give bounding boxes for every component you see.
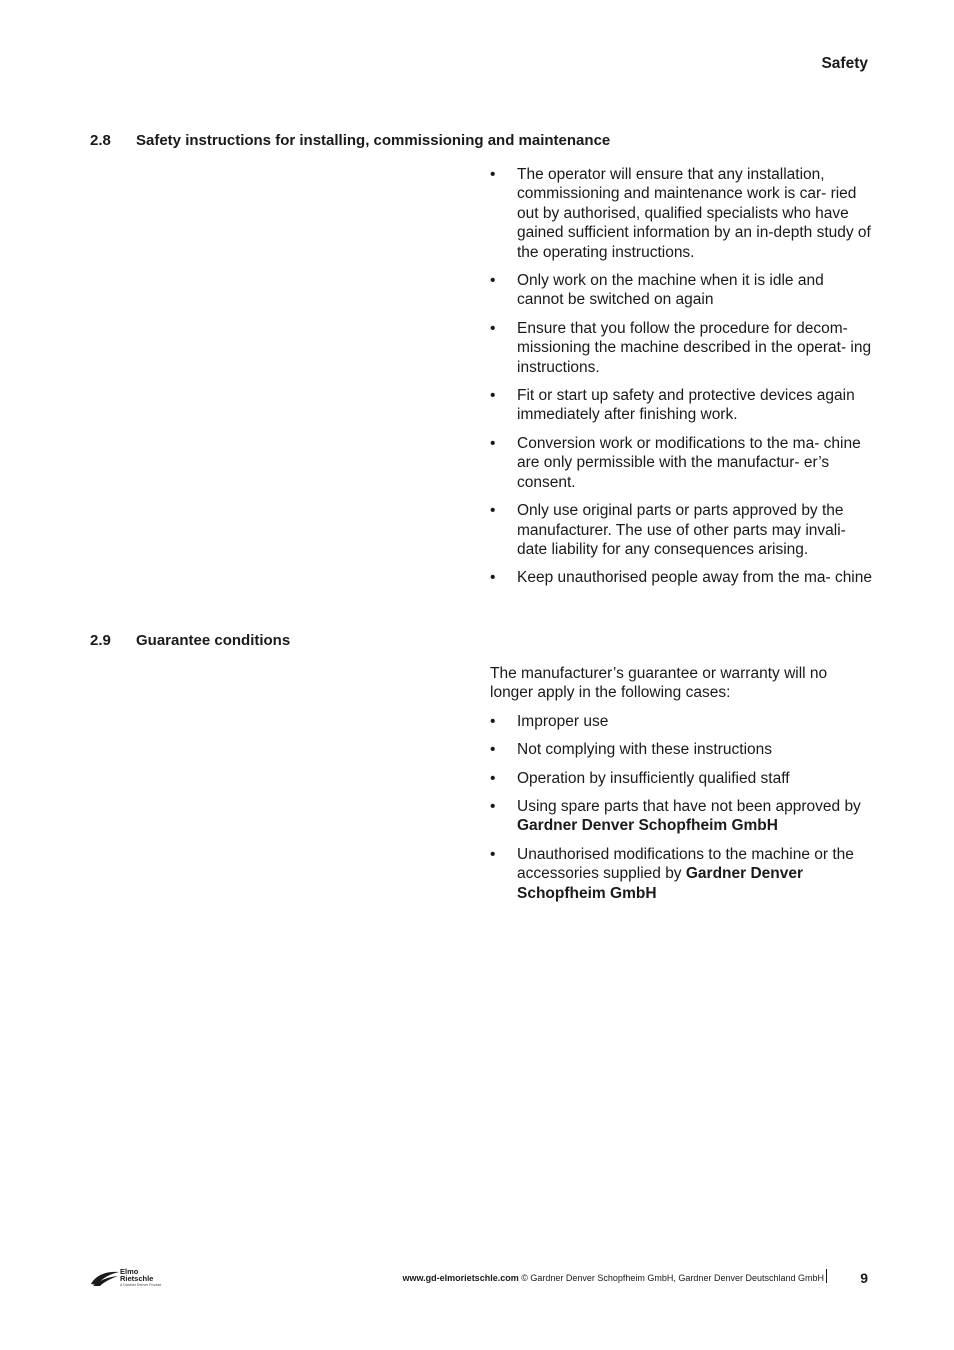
section-heading-2-8	[90, 132, 610, 149]
list-item	[490, 568, 874, 587]
elmo-rietschle-logo	[90, 1268, 170, 1290]
page-footer	[90, 1268, 870, 1290]
bullet: •	[490, 166, 496, 183]
bullet: •	[490, 845, 496, 863]
bullet: •	[490, 387, 496, 405]
section-2-9-content	[490, 664, 874, 912]
bullet: •	[490, 502, 496, 520]
guarantee-exclusions-list	[490, 712, 874, 903]
list-item	[490, 712, 874, 731]
bullet: •	[490, 741, 496, 759]
footer-divider	[826, 1269, 827, 1283]
list-item-text: Keep unauthorised people away from the ma- chine	[517, 569, 872, 587]
page-section-title: Safety	[821, 55, 868, 72]
list-item	[490, 501, 874, 559]
section-title: Safety instructions for installing, commissioning and maintenance	[136, 132, 611, 149]
copyright-text: © Gardner Denver Schopfheim GmbH, Gardner Denver Deutschland GmbH	[521, 1273, 824, 1283]
guarantee-intro: The manufacturer’s guarantee or warranty will no longer apply in the following cases:	[490, 665, 828, 702]
list-item	[490, 740, 874, 759]
logo-tagline: A Gardner Denver Product	[120, 1283, 162, 1287]
logo-line-1: Elmo	[120, 1267, 139, 1276]
section-number: 2.8	[90, 132, 111, 149]
footer-copyright	[403, 1273, 824, 1283]
list-item-text-prefix: Using spare parts that have not been approved by	[517, 798, 861, 816]
list-item	[490, 165, 874, 262]
company-name: Gardner Denver Schopfheim GmbH	[517, 865, 804, 902]
list-item-text: Improper use	[517, 712, 609, 730]
bullet: •	[490, 798, 496, 816]
list-item-text: Fit or start up safety and protective devices again immediately after finishing work.	[517, 387, 855, 424]
section-heading-2-9	[90, 632, 290, 649]
list-item	[490, 797, 874, 836]
list-item-text: Ensure that you follow the procedure for decom- missioning the machine described in the operat- ing instructions.	[517, 319, 872, 376]
company-name: Gardner Denver Schopfheim GmbH	[517, 817, 778, 835]
list-item-text	[517, 798, 861, 834]
list-item-text	[517, 846, 854, 902]
list-item	[490, 271, 874, 310]
bullet: •	[490, 769, 496, 787]
list-item-text: Operation by insufficiently qualified staff	[517, 769, 790, 787]
logo-swoosh-icon	[90, 1269, 120, 1287]
list-item	[490, 434, 874, 492]
bullet: •	[490, 712, 496, 730]
safety-instructions-list	[490, 165, 874, 588]
list-item	[490, 386, 874, 425]
section-2-8-content	[490, 165, 874, 597]
list-item	[490, 769, 874, 788]
list-item-text-prefix: Unauthorised modifications to the machine or the accessories supplied by	[517, 845, 854, 883]
list-item-text: Not complying with these instructions	[517, 741, 773, 759]
logo-line-2: Rietschle	[120, 1274, 154, 1283]
bullet: •	[490, 569, 496, 587]
website-link[interactable]: www.gd-elmorietschle.com	[402, 1273, 519, 1283]
list-item-text: The operator will ensure that any installation, commissioning and maintenance work is car- ried out by authorised, qualified specialists who have gained sufficient information by an in-depth study of the operating instructions.	[517, 166, 871, 261]
bullet: •	[490, 434, 496, 452]
page-number: 9	[860, 1270, 868, 1286]
bullet: •	[490, 272, 496, 290]
list-item	[490, 319, 874, 377]
list-item	[490, 845, 874, 903]
bullet: •	[490, 319, 496, 337]
list-item-text: Only work on the machine when it is idle and cannot be switched on again	[517, 272, 824, 309]
logo-wordmark	[120, 1268, 153, 1282]
list-item-text: Conversion work or modifications to the ma- chine are only permissible with the manufactur- er’s consent.	[517, 434, 861, 491]
list-item-text: Only use original parts or parts approved by the manufacturer. The use of other parts may invali- date liability for any consequences arising.	[517, 502, 846, 558]
section-number: 2.9	[90, 632, 111, 649]
section-title: Guarantee conditions	[136, 632, 291, 649]
